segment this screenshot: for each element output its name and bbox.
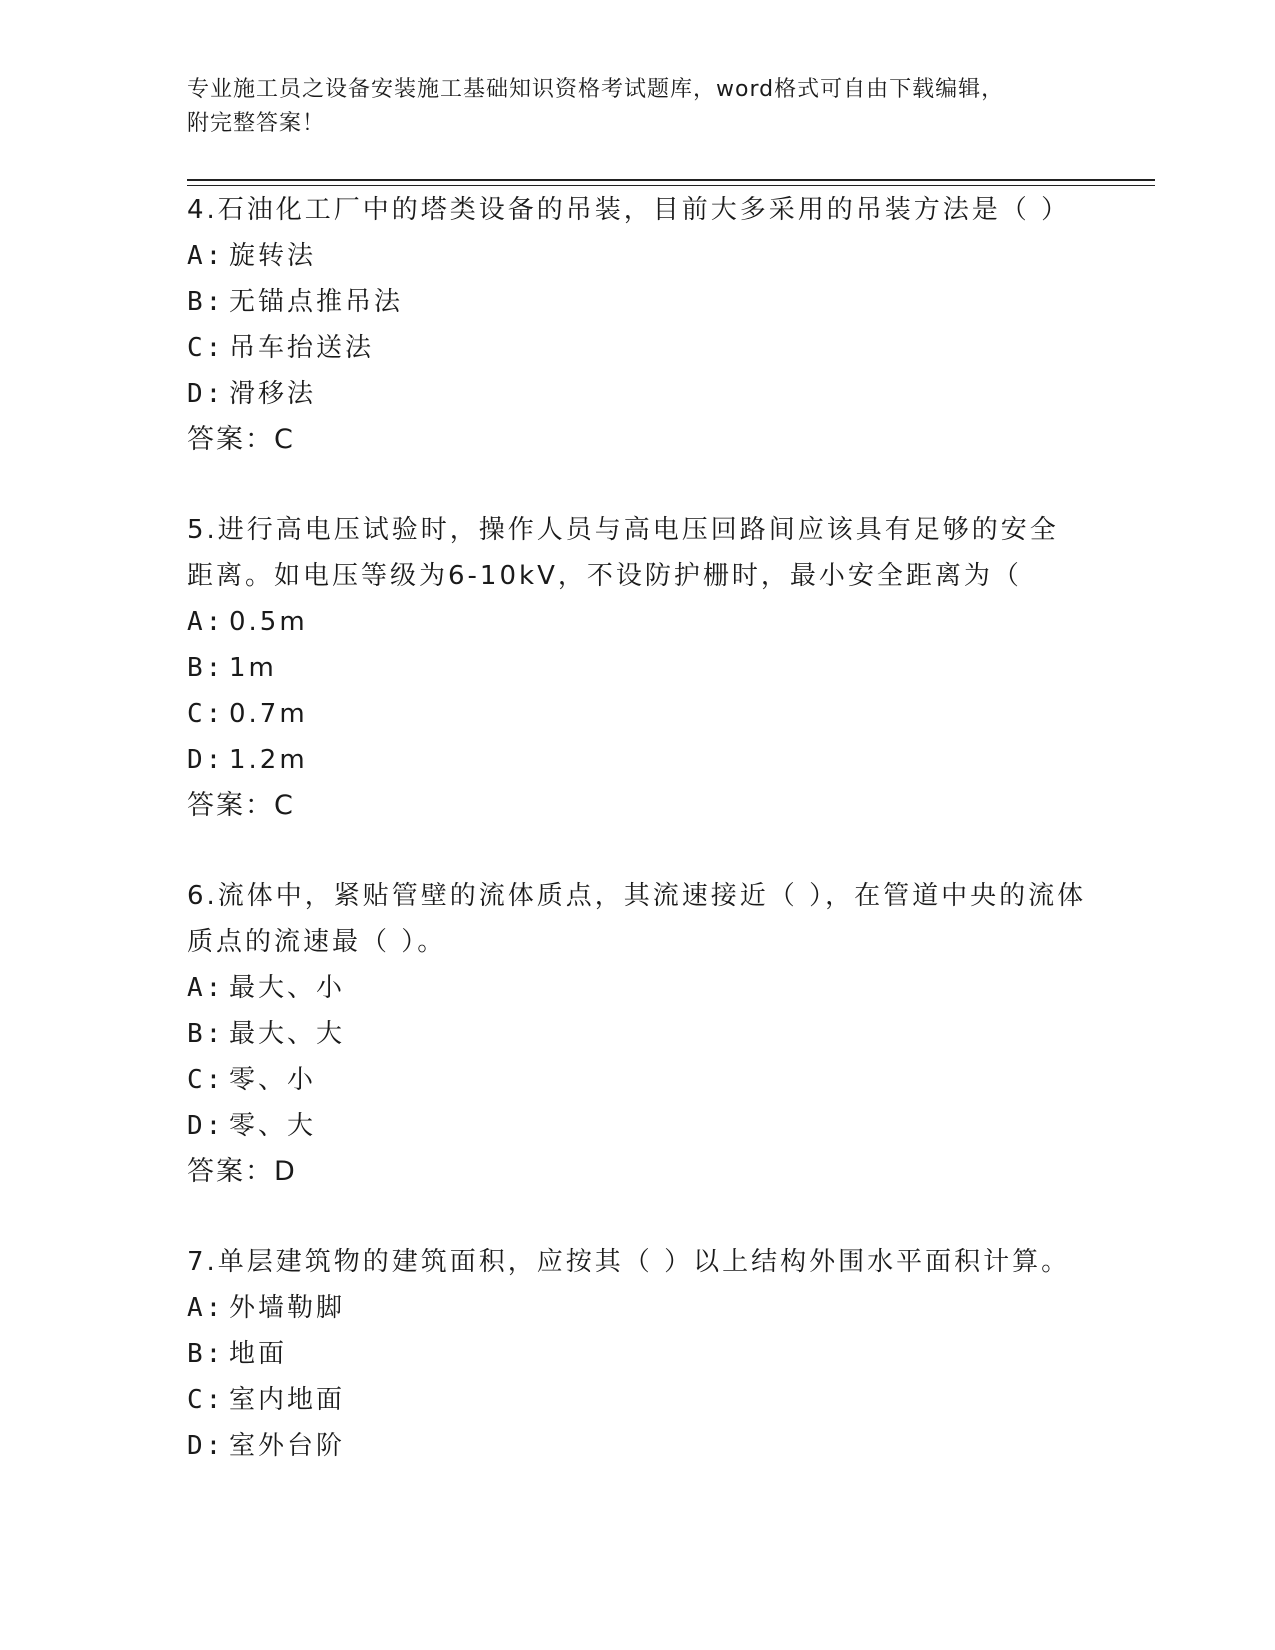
option-key: D:: [187, 1431, 225, 1461]
option-d: [187, 737, 1087, 783]
option-text: 室内地面: [229, 1385, 346, 1415]
question-7: [187, 1239, 1087, 1469]
option-c: [187, 325, 1087, 371]
option-key: A:: [187, 1293, 225, 1323]
option-key: D:: [187, 379, 225, 409]
option-text: 室外台阶: [229, 1431, 346, 1461]
header-divider-thin: [187, 185, 1155, 186]
option-key: C:: [187, 333, 225, 363]
option-d: [187, 1103, 1087, 1149]
option-text: 无锚点推吊法: [229, 287, 404, 317]
document-header: [187, 73, 1087, 141]
header-line-2: 附完整答案！: [187, 111, 326, 136]
option-d: [187, 371, 1087, 417]
option-text: 0.7m: [229, 699, 308, 729]
option-key: D:: [187, 1111, 225, 1141]
question-4: [187, 187, 1087, 463]
option-text: 零、大: [229, 1111, 317, 1141]
option-c: [187, 691, 1087, 737]
question-6: [187, 873, 1087, 1195]
option-text: 0.5m: [229, 607, 308, 637]
question-stem: 7.单层建筑物的建筑面积，应按其（ ）以上结构外围水平面积计算。: [187, 1247, 1071, 1277]
option-text: 滑移法: [229, 379, 317, 409]
header-divider-thick: [187, 179, 1155, 181]
option-a: [187, 233, 1087, 279]
option-text: 零、小: [229, 1065, 317, 1095]
option-key: D:: [187, 745, 225, 775]
question-stem: 5.进行高电压试验时，操作人员与高电压回路间应该具有足够的安全距离。如电压等级为6-10kV，不设防护栅时，最小安全距离为（: [187, 515, 1059, 591]
option-key: C:: [187, 699, 225, 729]
option-key: A:: [187, 607, 225, 637]
option-text: 最大、大: [229, 1019, 346, 1049]
option-key: C:: [187, 1385, 225, 1415]
option-key: C:: [187, 1065, 225, 1095]
option-a: [187, 1285, 1087, 1331]
option-c: [187, 1377, 1087, 1423]
answer: 答案：D: [187, 1156, 297, 1187]
option-text: 吊车抬送法: [229, 333, 375, 363]
header-line-1: 专业施工员之设备安装施工基础知识资格考试题库，word格式可自由下载编辑，: [187, 77, 1005, 102]
option-a: [187, 965, 1087, 1011]
option-text: 1.2m: [229, 745, 308, 775]
option-text: 外墙勒脚: [229, 1293, 346, 1323]
option-b: [187, 279, 1087, 325]
option-d: [187, 1423, 1087, 1469]
option-b: [187, 1331, 1087, 1377]
option-b: [187, 645, 1087, 691]
option-a: [187, 599, 1087, 645]
option-key: B:: [187, 653, 225, 683]
option-text: 1m: [229, 653, 277, 683]
question-stem: 6.流体中，紧贴管壁的流体质点，其流速接近（ ），在管道中央的流体质点的流速最（ ）。: [187, 881, 1087, 957]
answer: 答案：C: [187, 424, 295, 455]
question-5: [187, 507, 1087, 829]
option-key: A:: [187, 973, 225, 1003]
option-key: B:: [187, 1019, 225, 1049]
question-list: [187, 187, 1087, 1469]
option-key: A:: [187, 241, 225, 271]
option-b: [187, 1011, 1087, 1057]
option-text: 旋转法: [229, 241, 317, 271]
option-c: [187, 1057, 1087, 1103]
answer: 答案：C: [187, 790, 295, 821]
option-text: 最大、小: [229, 973, 346, 1003]
option-key: B:: [187, 287, 225, 317]
option-text: 地面: [229, 1339, 288, 1369]
question-stem: 4.石油化工厂中的塔类设备的吊装，目前大多采用的吊装方法是（ ）: [187, 195, 1071, 225]
option-key: B:: [187, 1339, 225, 1369]
